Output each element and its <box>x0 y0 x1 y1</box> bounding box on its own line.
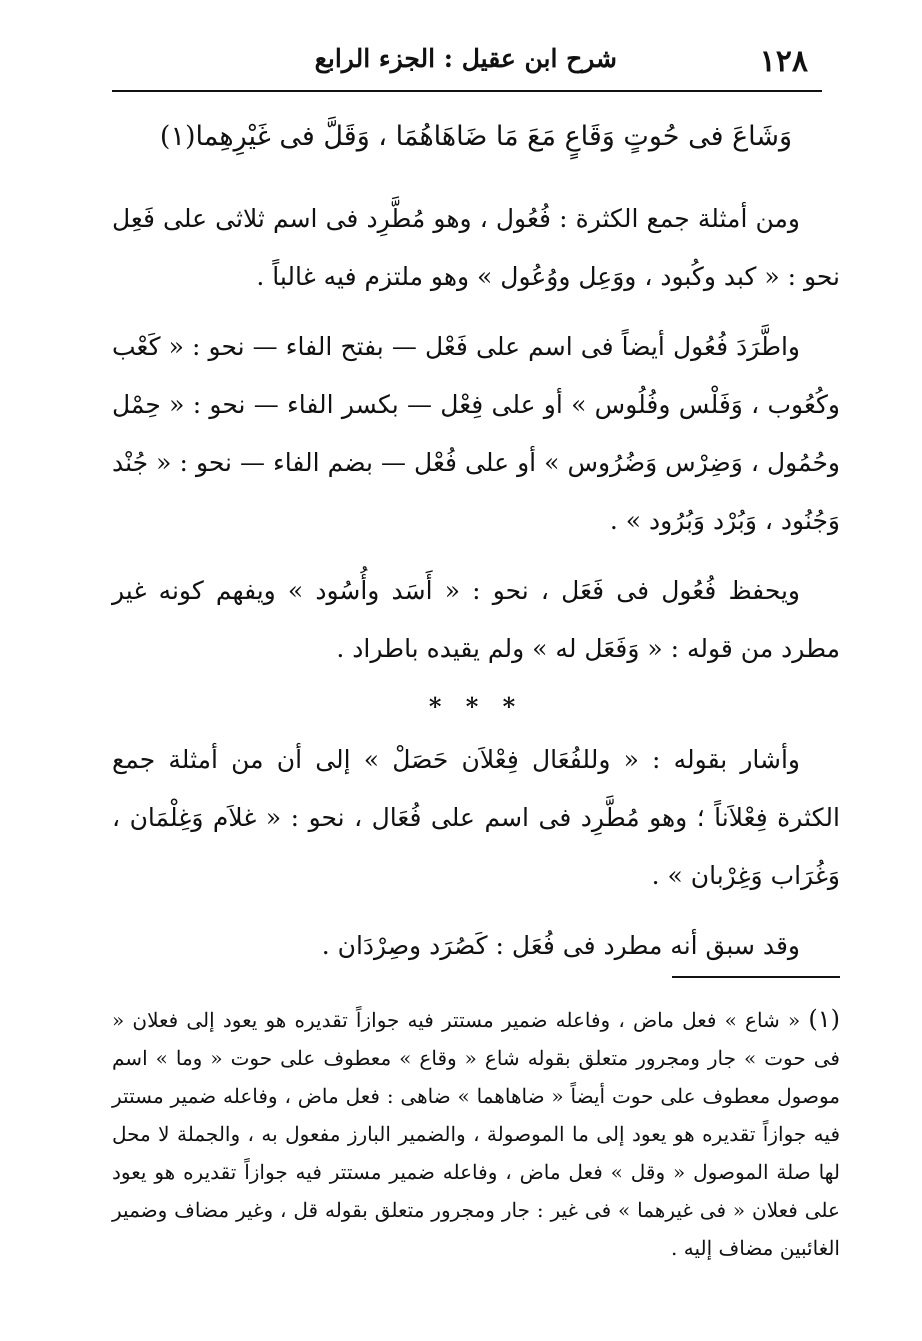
paragraph: وأشار بقوله : « وللفُعَال فِعْلاَن حَصَلْ » إلى أن من أمثلة جمع الكثرة فِعْلاَناً ؛ وهو مُطَّرِد فى اسم على فُعَال ، نحو : « غلاَم وَغِلْمَان ، وَغُرَاب وَغِرْبان » . <box>112 745 840 890</box>
running-title: شرح ابن عقيل : الجزء الرابع <box>314 44 617 73</box>
section-separator: * * * <box>428 692 524 721</box>
verse-line: وَشَاعَ فى حُوتٍ وَقَاعٍ مَعَ مَا ضَاهَاهُمَا ، وَقَلَّ فى غَيْرِهِما(١) <box>159 121 793 152</box>
footnote <box>112 1000 840 1267</box>
paragraph: ويحفظ فُعُول فى فَعَل ، نحو : « أَسَد وأُسُود » ويفهم كونه غير مطرد من قوله : « وَفَعَل له » ولم يقيده باطراد . <box>112 576 840 663</box>
footnote-number: (١) <box>808 1005 841 1033</box>
paragraph: واطَّرَدَ فُعُول أيضاً فى اسم على فَعْل — بفتح الفاء — نحو : « كَعْب وكُعُوب ، وَفَلْس وفُلُوس » أو على فِعْل — بكسر الفاء — نحو : « حِمْل وحُمُول ، وَضِرْس وَضُرُوس » أو على فُعْل — بضم الفاء — نحو : « جُنْد وَجُنُود ، وَبُرْد وَبُرُود » . <box>112 332 840 535</box>
footnote-divider <box>672 976 840 978</box>
paragraph: ومن أمثلة جمع الكثرة : فُعُول ، وهو مُطَّرِد فى اسم ثلاثى على فَعِل نحو : « كبد وكُبود ، ووَعِل ووُعُول » وهو ملتزم فيه غالباً . <box>112 204 840 291</box>
page-header <box>112 38 822 92</box>
page-number: ١٢٨ <box>759 44 808 79</box>
paragraph: وقد سبق أنه مطرد فى فُعَل : كَصُرَد وصِرْدَان . <box>321 931 800 960</box>
footnote-text: « شاع » فعل ماض ، وفاعله ضمير مستتر فيه جوازاً تقديره هو يعود إلى فعلان « فى حوت » جار ومجرور متعلق بقوله شاع « وقاع » معطوف على حوت « وما » اسم موصول معطوف على حوت أيضاً « ضاهاهما » ضاهى : فعل ماض ، وفاعله ضمير مستتر فيه جوازاً تقديره هو يعود إلى ما الموصولة ، والضمير البارز مفعول به ، والجملة لا محل لها صلة الموصول « وقل » فعل ماض ، وفاعله ضمير مستتر فيه جوازاً تقديره هو يعود على فعلان « فى غيرهما » فى غير : جار ومجرور متعلق بقوله قل ، وغير مضاف وضمير الغائبين مضاف إليه . <box>112 1008 840 1260</box>
main-text <box>112 100 840 987</box>
